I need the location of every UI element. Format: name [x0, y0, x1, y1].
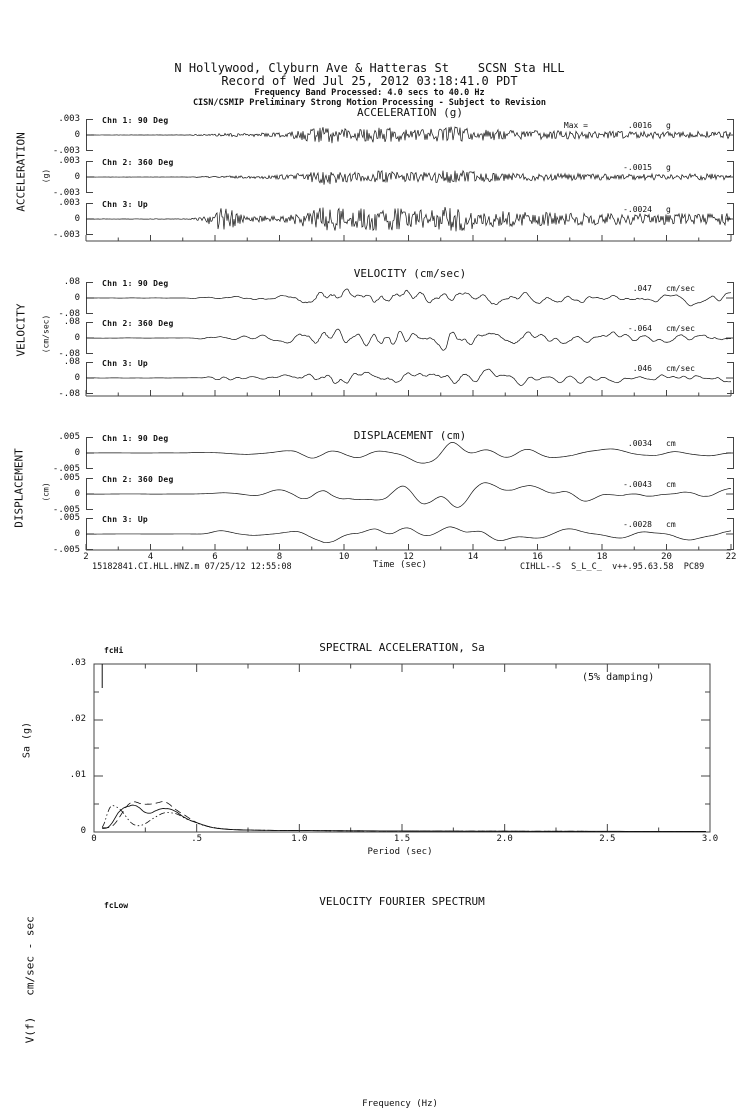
ytick-neg-displacement-ch1: -.005: [52, 464, 80, 474]
channel-label-velocity-ch1: Chn 1: 90 Deg: [102, 279, 169, 288]
sa-xtick-label-3.0: 3.0: [701, 834, 719, 844]
spectral-acceleration-title: SPECTRAL ACCELERATION, Sa: [319, 641, 485, 654]
peak-value-unit: cm/sec: [666, 324, 695, 333]
ytick-neg-acceleration-ch2: -.003: [52, 188, 80, 198]
peak-value: -.0024: [623, 205, 652, 214]
sa-corner-frequency-marker-label: fcHi: [104, 646, 124, 655]
waveform-strip-velocity-ch1: [58, 277, 736, 319]
sa-ytick-label-.01: .01: [69, 770, 86, 780]
velocity-y-axis-label: VELOCITY: [14, 303, 28, 357]
peak-value-unit: cm/sec: [666, 364, 695, 373]
ytick-pos-velocity-ch2: .08: [63, 317, 80, 327]
fourier-y-axis-units: cm/sec - sec: [23, 916, 37, 996]
channel-label-acceleration-ch3: Chn 3: Up: [102, 200, 149, 209]
ytick-zero-acceleration-ch2: 0: [74, 172, 80, 182]
record-file-info: 15182841.CI.HLL.HNZ.m 07/25/12 12:55:08: [92, 562, 292, 572]
channel-label-acceleration-ch2: Chn 2: 360 Deg: [102, 158, 174, 167]
sa-ytick-label-.02: .02: [69, 714, 86, 724]
channel-label-displacement-ch2: Chn 2: 360 Deg: [102, 475, 174, 484]
peak-value-unit: cm/sec: [666, 284, 695, 293]
peak-value-unit: g: [666, 121, 671, 130]
waveform-strip-acceleration-ch3: [52, 198, 736, 240]
fourier-y-axis-label: V(f): [23, 1016, 37, 1044]
peak-value: -.0015: [623, 163, 652, 172]
sa-ytick-label-.03: .03: [69, 658, 86, 668]
ytick-pos-acceleration-ch1: .003: [58, 114, 80, 124]
peak-value: .0016: [627, 121, 652, 130]
velocity-section-title: VELOCITY (cm/sec): [353, 267, 467, 280]
ytick-pos-velocity-ch3: .08: [63, 357, 80, 367]
peak-value-row-velocity-ch2: [600, 324, 712, 333]
peak-value: -.0043: [623, 480, 652, 489]
header-record-time-line: Record of Wed Jul 25, 2012 03:18:41.0 PDT: [221, 74, 518, 88]
peak-value-row-displacement-ch2: [600, 480, 712, 489]
sa-plot: [92, 662, 712, 836]
time-tick-label-4: 4: [147, 552, 154, 562]
ytick-neg-velocity-ch1: -.08: [58, 309, 80, 319]
sa-xtick-label-0: 0: [91, 834, 97, 844]
displacement-y-axis-units: (cm): [41, 482, 51, 502]
ytick-zero-acceleration-ch3: 0: [74, 214, 80, 224]
header-processing-note-line: CISN/CSMIP Preliminary Strong Motion Processing - Subject to Revision: [192, 98, 547, 108]
channel-label-acceleration-ch1: Chn 1: 90 Deg: [102, 116, 169, 125]
sa-x-axis-label: Period (sec): [367, 847, 433, 857]
sa-xtick-label-.5: .5: [191, 834, 203, 844]
time-tick-label-14: 14: [467, 552, 479, 562]
ytick-pos-acceleration-ch2: .003: [58, 156, 80, 166]
velocity-y-axis-units: (cm/sec): [41, 314, 51, 354]
seismic-trace-acceleration-ch2: [86, 171, 731, 185]
peak-value-unit: cm: [666, 520, 676, 529]
ytick-neg-velocity-ch3: -.08: [58, 389, 80, 399]
time-tick-label-12: 12: [403, 552, 414, 562]
peak-value: -.064: [627, 324, 652, 333]
ytick-zero-acceleration-ch1: 0: [74, 130, 80, 140]
peak-value-row-acceleration-ch2: [600, 163, 712, 172]
time-tick-label-16: 16: [532, 552, 543, 562]
ytick-zero-displacement-ch2: 0: [74, 489, 80, 499]
acceleration-section-title: ACCELERATION (g): [357, 106, 463, 119]
peak-value-prefix: Max =: [563, 121, 588, 130]
peak-value: .047: [632, 284, 652, 293]
station-processing-info: CIHLL--S S_L_C_ v++.95.63.58 PC89: [520, 562, 705, 572]
ytick-pos-velocity-ch1: .08: [63, 277, 80, 287]
ytick-pos-displacement-ch3: .005: [58, 513, 80, 523]
ytick-zero-velocity-ch3: 0: [74, 373, 80, 383]
ytick-zero-velocity-ch2: 0: [74, 333, 80, 343]
displacement-section-title: DISPLACEMENT (cm): [353, 429, 467, 442]
channel-label-displacement-ch1: Chn 1: 90 Deg: [102, 434, 169, 443]
time-axis-label: Time (sec): [372, 560, 428, 570]
peak-value-row-displacement-ch3: [600, 520, 712, 529]
time-tick-label-20: 20: [661, 552, 672, 562]
sa-curve-ch2: [102, 802, 706, 832]
time-tick-label-2: 2: [83, 552, 89, 562]
seismic-trace-displacement-ch3: [86, 527, 731, 543]
waveform-strip-displacement-ch2: [52, 473, 736, 515]
sa-frame: [94, 664, 710, 832]
sa-curve-ch3: [102, 805, 706, 831]
peak-value: .0034: [627, 439, 652, 448]
ytick-zero-displacement-ch3: 0: [74, 529, 80, 539]
ytick-neg-acceleration-ch1: -.003: [52, 146, 80, 156]
sa-xtick-label-2.5: 2.5: [599, 834, 616, 844]
fourier-x-axis-label: Frequency (Hz): [362, 1099, 438, 1109]
peak-value: .046: [632, 364, 652, 373]
peak-value-unit: g: [666, 163, 671, 172]
acceleration-y-axis-label: ACCELERATION: [14, 132, 28, 212]
report-header: [0, 62, 739, 108]
acceleration-y-axis-units: (g): [41, 168, 51, 184]
peak-value-unit: cm: [666, 480, 676, 489]
ytick-pos-displacement-ch2: .005: [58, 473, 80, 483]
sa-ytick-label-0: 0: [80, 826, 86, 836]
peak-value-row-displacement-ch1: [600, 439, 712, 448]
ytick-zero-velocity-ch1: 0: [74, 293, 80, 303]
fourier-spectrum-title: VELOCITY FOURIER SPECTRUM: [319, 895, 485, 908]
displacement-y-axis-label: DISPLACEMENT: [12, 448, 26, 528]
time-axis-displacement: [84, 542, 736, 551]
peak-value-row-acceleration-ch3: [600, 205, 712, 214]
ytick-neg-displacement-ch3: -.005: [52, 545, 80, 555]
channel-label-displacement-ch3: Chn 3: Up: [102, 515, 149, 524]
waveform-strip-velocity-ch2: [58, 317, 736, 359]
sa-curve-ch1: [102, 805, 706, 831]
ytick-zero-displacement-ch1: 0: [74, 448, 80, 458]
peak-value-row-velocity-ch1: [600, 284, 712, 293]
sa-xtick-label-1.0: 1.0: [291, 834, 308, 844]
ytick-pos-acceleration-ch3: .003: [58, 198, 80, 208]
ytick-neg-velocity-ch2: -.08: [58, 349, 80, 359]
channel-label-velocity-ch3: Chn 3: Up: [102, 359, 149, 368]
time-tick-label-22: 22: [725, 552, 737, 562]
peak-value-row-velocity-ch3: [600, 364, 712, 373]
fourier-corner-frequency-marker-label: fcLow: [104, 901, 129, 910]
waveform-strip-acceleration-ch2: [52, 156, 736, 198]
time-axis-velocity: [84, 388, 736, 397]
ytick-neg-acceleration-ch3: -.003: [52, 230, 80, 240]
sa-xtick-label-1.5: 1.5: [393, 834, 411, 844]
header-station-line: N Hollywood, Clyburn Ave & Hatteras St SCSN Sta HLL: [174, 61, 565, 75]
sa-xtick-label-2.0: 2.0: [496, 834, 513, 844]
peak-value: -.0028: [623, 520, 652, 529]
waveform-strip-displacement-ch1: [52, 432, 736, 474]
sa-damping-note: (5% damping): [582, 672, 655, 683]
peak-value-unit: g: [666, 205, 671, 214]
time-tick-label-18: 18: [596, 552, 608, 562]
waveform-strip-acceleration-ch1: [52, 114, 736, 156]
header-frequency-band-line: Frequency Band Processed: 4.0 secs to 40.0 Hz: [254, 88, 485, 98]
time-tick-label-6: 6: [212, 552, 218, 562]
ytick-pos-displacement-ch1: .005: [58, 432, 80, 442]
peak-value-row-acceleration-ch1: [564, 121, 712, 130]
time-tick-label-8: 8: [276, 552, 283, 562]
time-axis-acceleration: [84, 233, 736, 242]
time-tick-label-10: 10: [338, 552, 350, 562]
ytick-neg-displacement-ch2: -.005: [52, 505, 80, 515]
peak-value-unit: cm: [666, 439, 676, 448]
sa-y-axis-label: Sa (g): [21, 721, 33, 759]
channel-label-velocity-ch2: Chn 2: 360 Deg: [102, 319, 174, 328]
